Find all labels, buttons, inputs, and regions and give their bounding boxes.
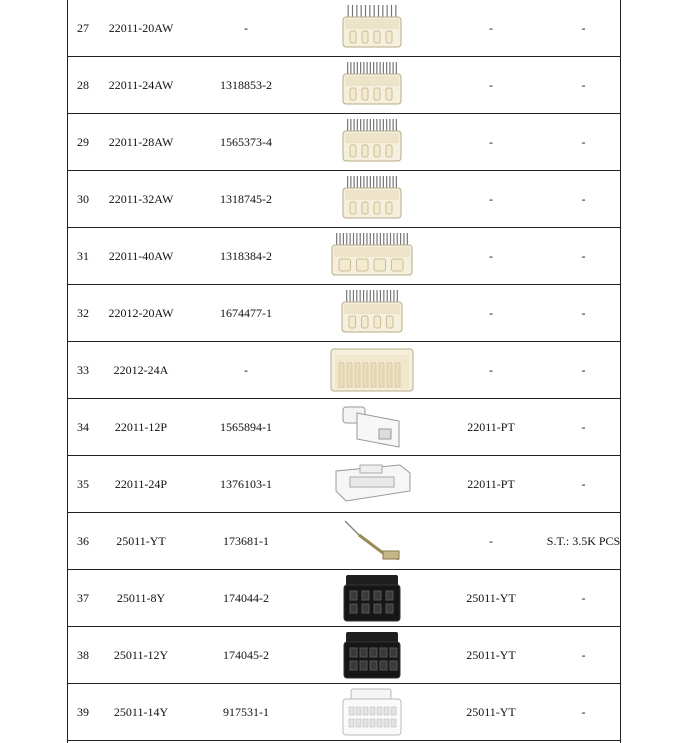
mating-terminal: -: [489, 533, 493, 548]
item-number: 34: [77, 419, 89, 434]
mating-terminal: -: [489, 134, 493, 149]
reference-number: 1318384-2: [220, 248, 272, 263]
remark: -: [581, 419, 586, 434]
remark: S.T.: 3.5K PCS: [546, 533, 621, 548]
table-row: [67, 228, 620, 285]
table-row: [67, 114, 620, 171]
item-number: 27: [77, 20, 89, 35]
remark: -: [581, 191, 586, 206]
reference-number: 1565373-4: [220, 134, 272, 149]
item-number: 30: [77, 191, 89, 206]
remark: -: [581, 476, 586, 491]
reference-number: -: [244, 20, 248, 35]
white-receptacle-housing-image: [309, 684, 435, 740]
reference-number: 917531-1: [223, 704, 269, 719]
reference-number: 174045-2: [223, 647, 269, 662]
black-receptacle-housing-image: [309, 627, 435, 683]
mating-terminal: -: [489, 77, 493, 92]
remark: -: [581, 590, 586, 605]
part-number: 22011-24P: [114, 476, 168, 491]
white-right-angle-header-connector-image: [309, 57, 435, 113]
white-right-angle-header-connector-image: [309, 0, 435, 56]
remark: -: [581, 20, 586, 35]
white-right-angle-header-connector-image: [309, 114, 435, 170]
item-number: 39: [77, 704, 89, 719]
white-right-angle-header-connector-image: [309, 285, 435, 341]
reference-number: 1318853-2: [220, 77, 272, 92]
mating-terminal: -: [489, 362, 493, 377]
white-right-angle-header-connector-image: [309, 228, 435, 284]
part-number: 22011-20AW: [108, 20, 174, 35]
item-number: 35: [77, 476, 89, 491]
reference-number: 1318745-2: [220, 191, 272, 206]
remark: -: [581, 362, 586, 377]
table-row: [67, 456, 620, 513]
part-number: 22011-28AW: [108, 134, 174, 149]
table-row: [67, 627, 620, 684]
part-number: 22012-24A: [113, 362, 169, 377]
part-number: 22011-24AW: [108, 77, 174, 92]
mating-terminal: 22011-PT: [467, 476, 515, 491]
part-number: 25011-14Y: [113, 704, 169, 719]
mating-terminal: -: [489, 20, 493, 35]
mating-terminal: 22011-PT: [467, 419, 515, 434]
part-number: 22011-12P: [114, 419, 168, 434]
reference-number: -: [244, 362, 248, 377]
table-row: [67, 285, 620, 342]
remark: -: [581, 704, 586, 719]
reference-number: 1376103-1: [220, 476, 272, 491]
table-row: [67, 342, 620, 399]
white-right-angle-header-connector-image: [309, 171, 435, 227]
mating-terminal: 25011-YT: [466, 647, 516, 662]
part-number: 25011-12Y: [113, 647, 169, 662]
remark: -: [581, 647, 586, 662]
table-right-border: [620, 0, 621, 743]
table-row: [67, 57, 620, 114]
part-number: 22011-40AW: [108, 248, 174, 263]
part-number: 25011-YT: [116, 533, 166, 548]
item-number: 28: [77, 77, 89, 92]
remark: -: [581, 305, 586, 320]
reference-number: 174044-2: [223, 590, 269, 605]
table-row: [67, 171, 620, 228]
mating-terminal: -: [489, 248, 493, 263]
mating-terminal: 25011-YT: [466, 590, 516, 605]
reference-number: 1674477-1: [220, 305, 272, 320]
white-plug-housing-image: [309, 399, 435, 455]
crimp-terminal-image: [309, 513, 435, 569]
white-straight-header-connector-image: [309, 342, 435, 398]
item-number: 29: [77, 134, 89, 149]
reference-number: 173681-1: [223, 533, 269, 548]
item-number: 38: [77, 647, 89, 662]
table-row: [67, 399, 620, 456]
remark: -: [581, 77, 586, 92]
mating-terminal: -: [489, 191, 493, 206]
item-number: 37: [77, 590, 89, 605]
item-number: 33: [77, 362, 89, 377]
part-number: 25011-8Y: [116, 590, 166, 605]
remark: -: [581, 248, 586, 263]
item-number: 36: [77, 533, 89, 548]
item-number: 31: [77, 248, 89, 263]
mating-terminal: -: [489, 305, 493, 320]
parts-table: [67, 0, 620, 741]
table-row: [67, 570, 620, 627]
part-number: 22012-20AW: [108, 305, 174, 320]
white-plug-housing-wide-image: [309, 456, 435, 512]
mating-terminal: 25011-YT: [466, 704, 516, 719]
table-row: [67, 0, 620, 57]
table-row: [67, 684, 620, 741]
reference-number: 1565894-1: [220, 419, 272, 434]
black-receptacle-housing-image: [309, 570, 435, 626]
part-number: 22011-32AW: [108, 191, 174, 206]
table-row: [67, 513, 620, 570]
remark: -: [581, 134, 586, 149]
item-number: 32: [77, 305, 89, 320]
